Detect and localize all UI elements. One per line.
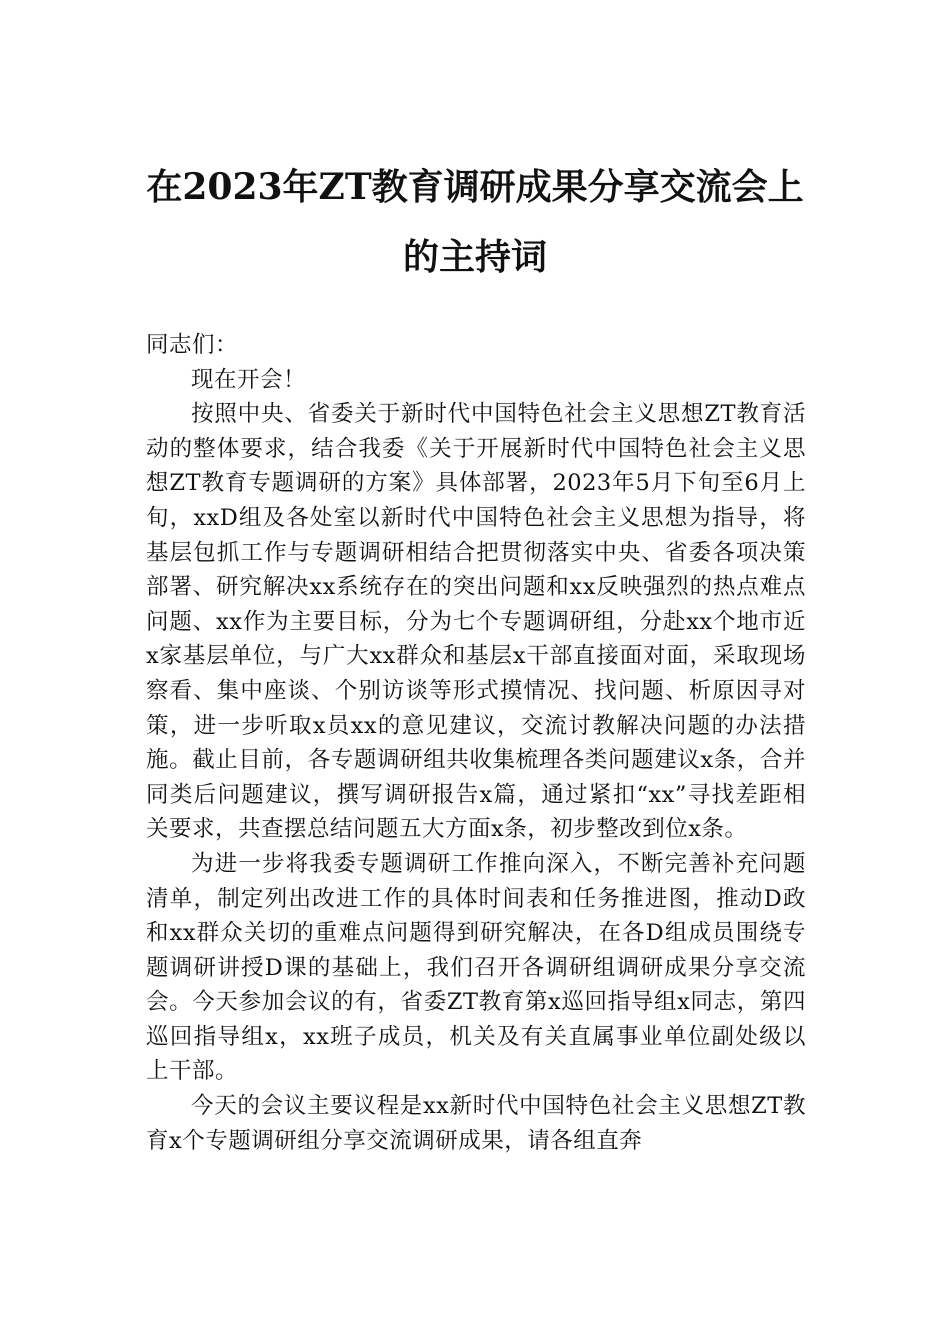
salutation: 同志们： bbox=[146, 332, 239, 358]
paragraph-agenda: 今天的会议主要议程是xx新时代中国特色社会主义思想ZT教育x个专题调研组分享交流调研成果，请各组直奔 bbox=[146, 1093, 806, 1154]
paragraph-background: 按照中央、省委关于新时代中国特色社会主义思想ZT教育活动的整体要求，结合我委《关于开展新时代中国特色社会主义思想ZT教育专题调研的方案》具体部署，2023年5月下旬至6月上旬，xxD组及各处室以新时代中国特色社会主义思想为指导，将基层包抓工作与专题调研相结合把贯彻落实中央、省委各项决策部署、研究解决xx系统存在的突出问题和xx反映强烈的热点难点问题、xx作为主要目标，分为七个专题调研组，分赴xx个地市近x家基层单位，与广大xx群众和基层x干部直接面对面，采取现场察看、集中座谈、个别访谈等形式摸情况、找问题、析原因寻对策，进一步听取x员xx的意见建议，交流讨教解决问题的办法措施。截止目前，各专题调研组共收集梳理各类问题建议x条，合并同类后问题建议，撰写调研报告x篇，通过紧扣“xx”寻找差距相关要求，共查摆总结问题五大方面x条，初步整改到位x条。 bbox=[146, 401, 806, 843]
paragraph-meeting-purpose: 为进一步将我委专题调研工作推向深入，不断完善补充问题清单，制定列出改进工作的具体时间表和任务推进图，推动D政和xx群众关切的重难点问题得到研究解决，在各D组成员围绕专题调研讲授D课的基础上，我们召开各调研组调研成果分享交流会。今天参加会议的有，省委ZT教育第x巡回指导组x同志，第四巡回指导组x，xx班子成员，机关及有关直属事业单位副处级以上干部。 bbox=[146, 850, 806, 1085]
document-title: 在2023年ZT教育调研成果分享交流会上的主持词 bbox=[146, 166, 804, 278]
document-body bbox=[146, 328, 806, 1158]
paragraph-opening: 现在开会！ bbox=[191, 366, 307, 393]
